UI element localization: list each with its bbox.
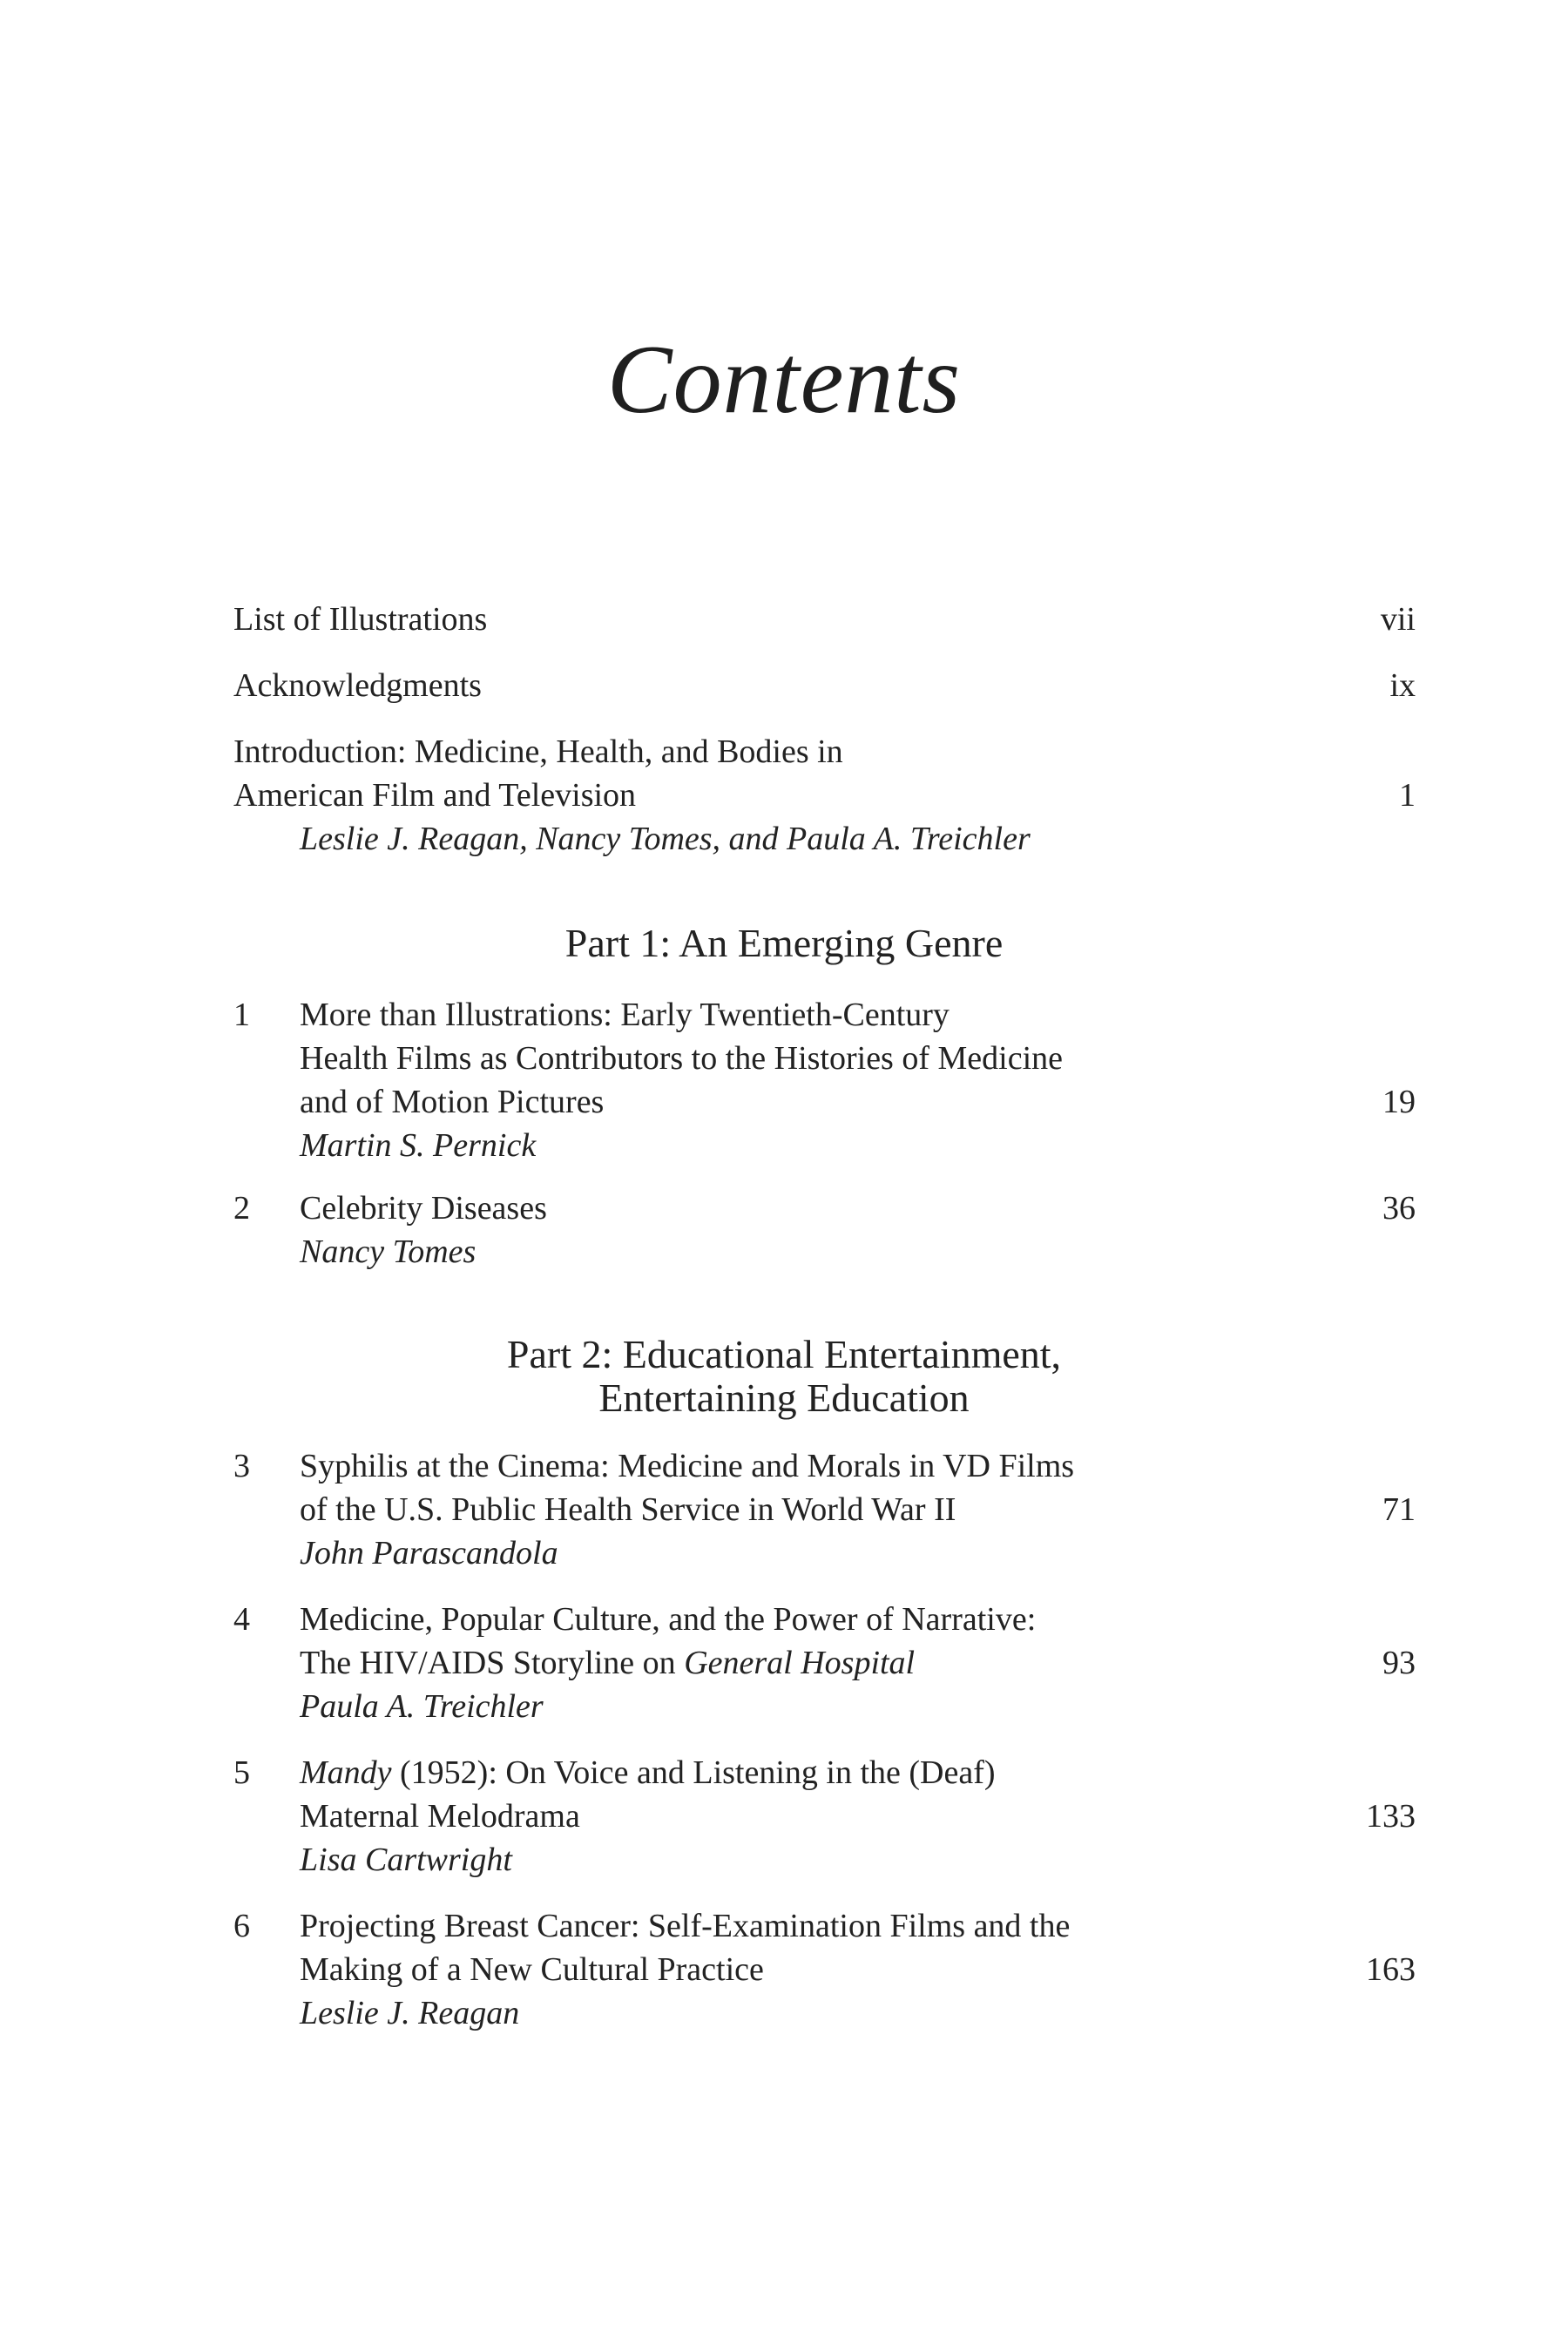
chapter-title-line: Celebrity Diseases <box>300 1190 547 1227</box>
entry-page: vii <box>1380 601 1416 638</box>
chapter-title-italic: General Hospital <box>684 1645 916 1681</box>
chapter-title-line: More than Illustrations: Early Twentieth-Century <box>300 997 950 1033</box>
chapter-page: 163 <box>1366 1951 1416 1988</box>
toc-chapter-5[interactable] <box>233 1751 1416 1882</box>
chapter-number: 5 <box>233 1754 250 1791</box>
part-heading-line: Part 1: An Emerging Genre <box>564 921 1004 965</box>
chapter-title-line: Projecting Breast Cancer: Self-Examination Films and the <box>300 1908 1071 1944</box>
toc-chapter-4[interactable] <box>233 1598 1416 1728</box>
entry-title-line: Introduction: Medicine, Health, and Bodies in <box>233 733 843 770</box>
chapter-title-line: (1952): On Voice and Listening in the (Deaf) <box>391 1754 996 1791</box>
part-heading-line: Entertaining Education <box>598 1375 970 1420</box>
entry-page: ix <box>1389 667 1416 704</box>
part-1-heading <box>0 922 1568 965</box>
chapter-number: 4 <box>233 1601 250 1638</box>
part-heading-line: Part 2: Educational Entertainment, <box>506 1332 1062 1376</box>
chapter-page: 71 <box>1382 1491 1416 1528</box>
toc-chapter-6[interactable] <box>233 1904 1416 2035</box>
toc-chapter-3[interactable] <box>233 1444 1416 1575</box>
chapter-page: 133 <box>1366 1798 1416 1835</box>
chapter-title-line: Medicine, Popular Culture, and the Power of Narrative: <box>300 1601 1037 1638</box>
chapter-page: 36 <box>1382 1190 1416 1227</box>
chapter-title-line: Maternal Melodrama <box>300 1798 580 1835</box>
chapter-number: 3 <box>233 1448 250 1484</box>
entry-title-line: American Film and Television <box>233 777 637 814</box>
chapter-number: 1 <box>233 997 250 1033</box>
chapter-author: Nancy Tomes <box>300 1233 476 1270</box>
chapter-page: 19 <box>1382 1084 1416 1120</box>
toc-entry-acknowledgments[interactable] <box>233 664 1416 707</box>
chapter-title-line: The HIV/AIDS Storyline on <box>300 1645 685 1681</box>
chapter-author: Leslie J. Reagan <box>300 1995 520 2031</box>
part-2-heading <box>0 1333 1568 1420</box>
page-title: Contents <box>606 326 962 434</box>
chapter-author: John Parascandola <box>300 1535 558 1571</box>
toc-entry-introduction[interactable] <box>233 730 1416 861</box>
chapter-title-line: Syphilis at the Cinema: Medicine and Morals in VD Films <box>300 1448 1075 1484</box>
toc-entry-list-of-illustrations[interactable] <box>233 598 1416 641</box>
chapter-page: 93 <box>1382 1645 1416 1681</box>
chapter-number: 2 <box>233 1190 250 1227</box>
chapter-number: 6 <box>233 1908 250 1944</box>
chapter-author: Paula A. Treichler <box>300 1688 544 1725</box>
entry-author: Leslie J. Reagan, Nancy Tomes, and Paula A. Treichler <box>300 821 1031 857</box>
chapter-author: Martin S. Pernick <box>300 1127 537 1164</box>
toc-chapter-1[interactable] <box>233 993 1416 1167</box>
chapter-title-italic: Mandy <box>300 1754 392 1791</box>
entry-title: Acknowledgments <box>233 667 482 704</box>
chapter-title-line: Health Films as Contributors to the Histories of Medicine <box>300 1040 1064 1077</box>
entry-title: List of Illustrations <box>233 601 488 638</box>
chapter-author: Lisa Cartwright <box>300 1842 512 1878</box>
entry-page: 1 <box>1399 777 1416 814</box>
chapter-title-line: Making of a New Cultural Practice <box>300 1951 764 1988</box>
chapter-title-line: and of Motion Pictures <box>300 1084 605 1120</box>
toc-chapter-2[interactable] <box>233 1186 1416 1274</box>
chapter-title-line: of the U.S. Public Health Service in World War II <box>300 1491 956 1528</box>
